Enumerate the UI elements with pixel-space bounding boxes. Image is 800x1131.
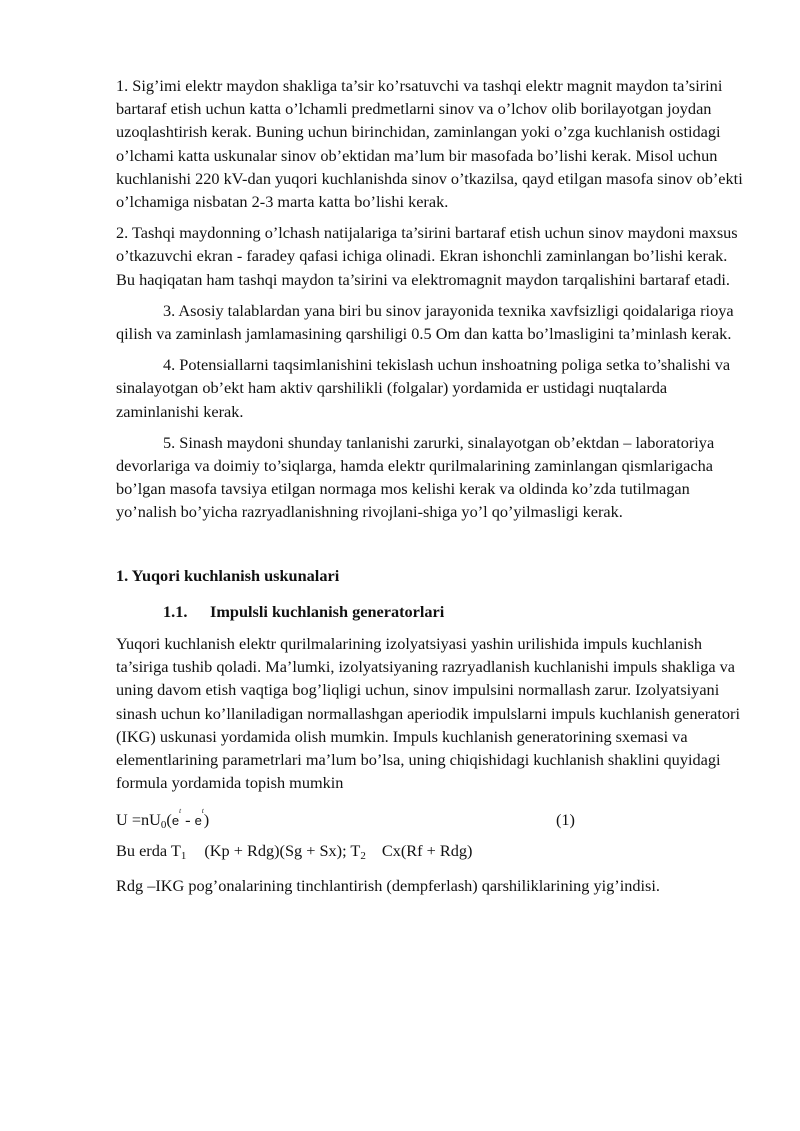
subsection-number: 1.1. — [163, 601, 188, 621]
definition-line: Bu erda T1 (Kp + Rdg)(Sg + Sx); T2 Cx(Rf + Rdg) — [116, 841, 473, 863]
formula-line — [116, 806, 746, 833]
document-page — [116, 74, 746, 905]
subsection-heading — [116, 600, 746, 623]
formula: $U =nU0(e^t - e^t)$ — [116, 807, 210, 832]
body-paragraph: Yuqori kuchlanish elektr qurilmalarining izolyatsiyasi yashin urilishida impuls kuchlanish ta’siriga tushib qoladi. Ma’lumki, izolyatsiyaning razryadlanish kuchlanishi impuls shakliga va uning davom etish vaqtiga bog’liqligi uchun, sinov impulsini normallash zarur. Izolyatsiyani sinash uchun ko’llaniladigan normallashgan aperiodik impulslarni impuls kuchlanish generatori (IKG) uskunasi yordamida olish mumkin. Impuls kuchlanish generatorining sxemasi va elementlarining parametrlari ma’lum bo’lsa, uning chiqishidagi kuchlanish shaklini quyidagi formula yordamida topish mumkin — [116, 634, 740, 793]
paragraph-2: 2. Tashqi maydonning o’lchash natijalariga ta’sirini bartaraf etish uchun sinov maydoni maxsus o’tkazuvchi ekran - faradey qafasi ichiga olinadi. Ekran ishonchli zaminlangan bo’lishi kerak. Bu haqiqatan ham tashqi maydon ta’sirini va elektromagnit maydon tarqalishini bartaraf etadi. — [116, 223, 738, 289]
equation-number: (1) — [556, 810, 575, 830]
paragraph-1: 1. Sig’imi elektr maydon shakliga ta’sir ko’rsatuvchi va tashqi elektr magnit maydon ta’sirini bartaraf etish uchun katta o’lchamli predmetlarni sinov va o’lchov olib borilayotgan joydan uzoqlashtirish kerak. Buning uchun birinchidan, zaminlangan yoki o’zga kuchlanish ostidagi o’lchami katta uskunalar sinov ob’ektidan ma’lum bir masofada bo’lishi kerak. Misol uchun kuchlanishi 220 kV-dan yuqori kuchlanishda sinov o’tkazilsa, qayd etilgan masofa sinov ob’ekti o’lchamiga nisbatan 2-3 marta katta bo’lishi kerak. — [116, 76, 743, 212]
subsection-title: Impulsli kuchlanish generatorlari — [210, 601, 445, 621]
paragraph-4: 4. Potensiallarni taqsimlanishini tekislash uchun inshoatning poliga setka to’shalishi va sinalayotgan ob’ekt ham aktiv qarshilikli (folgalar) yordamida er ustidagi nuqtalarda zaminlanishi kerak. — [116, 355, 731, 421]
paragraph-5: 5. Sinash maydoni shunday tanlanishi zarurki, sinalayotgan ob’ektdan – laboratoriya devorlariga va doimiy to’siqlarga, hamda elektr qurilmalarining zaminlangan qismlarigacha bo’lgan masofa tavsiya etilgan normaga mos kelishi kerak va oldinda ko’zda tutilmagan yo’nalish bo’yicha razryadlanishning rivojlani-shiga yo’l qo’yilmasligi kerak. — [116, 432, 715, 522]
section-heading: 1. Yuqori kuchlanish uskunalari — [116, 565, 340, 585]
final-line: Rdg –IKG pog’onalarining tinchlantirish (dempferlash) qarshiliklarining yig’indisi. — [116, 875, 660, 895]
paragraph-3: 3. Asosiy talablardan yana biri bu sinov jarayonida texnika xavfsizligi qoidalariga rioya qilish va zaminlash jamlamasining qarshiligi 0.5 Om dan katta bo’lmasligini ta’minlash kerak. — [116, 300, 734, 344]
